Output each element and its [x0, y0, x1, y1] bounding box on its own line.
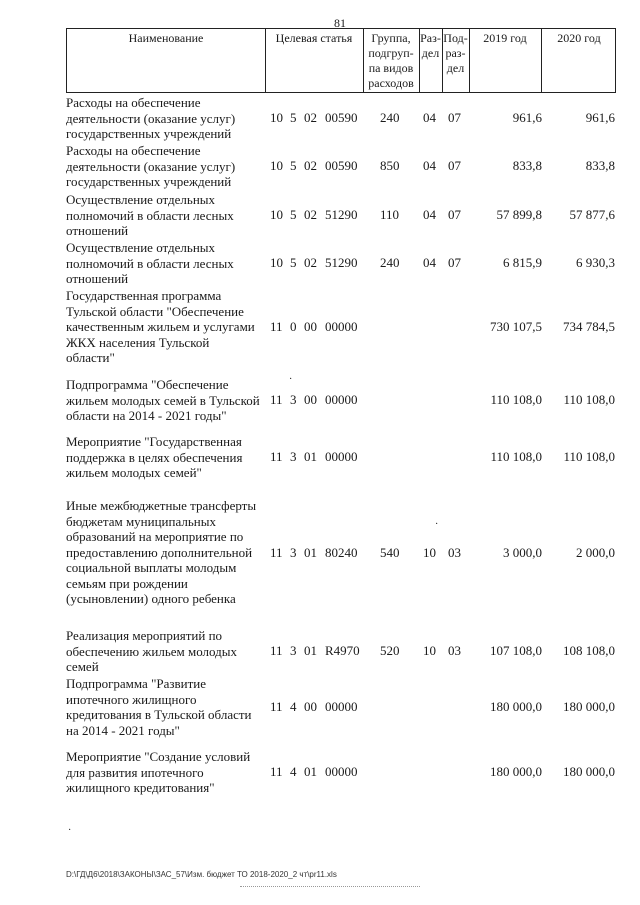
cell-2019: 180 000,0 — [490, 764, 542, 779]
row-name: Осуществление отдельных полномочий в области лесных отношений — [66, 192, 234, 238]
cell-group: 01 — [304, 764, 317, 779]
header-razdel: Раз- дел — [420, 31, 441, 60]
cell-2020: 110 108,0 — [563, 449, 615, 464]
cell-group: 02 — [304, 110, 317, 125]
row-name: Мероприятие "Государственная поддержка в целях обеспечения жильем молодых семей" — [66, 434, 243, 480]
cell-podrazdel: 03 — [448, 545, 461, 560]
cell-program: 11 — [270, 545, 283, 560]
cell-code: 51290 — [325, 207, 358, 222]
cell-program: 10 — [270, 158, 283, 173]
cell-2020: 734 784,5 — [563, 319, 615, 334]
header-2019: 2019 год — [483, 31, 527, 45]
cell-2019: 961,6 — [512, 110, 542, 125]
cell-2020: 180 000,0 — [563, 699, 615, 714]
cell-code: 00000 — [325, 392, 358, 407]
header-2020: 2020 год — [557, 31, 601, 45]
header-name: Наименование — [128, 31, 204, 45]
cell-code: 00000 — [325, 449, 358, 464]
cell-2020: 57 877,6 — [569, 207, 615, 222]
cell-2020: 110 108,0 — [563, 392, 615, 407]
cell-code: 00000 — [325, 764, 358, 779]
cell-program: 11 — [270, 764, 283, 779]
cell-2020: 108 108,0 — [563, 643, 615, 658]
cell-subprogram: 3 — [290, 643, 297, 658]
row-name: Реализация мероприятий по обеспечению жильем молодых семей — [66, 628, 238, 674]
cell-vid: 110 — [380, 207, 400, 222]
cell-code: 00590 — [325, 110, 358, 125]
cell-razdel: 04 — [423, 255, 436, 270]
cell-razdel: 10 — [423, 643, 436, 658]
cell-podrazdel: 03 — [448, 643, 461, 658]
row-name: Государственная программа Тульской области "Обеспечение качественным жильем и услугами ЖКХ населения Тульской области" — [66, 288, 255, 365]
cell-2020: 2 000,0 — [576, 545, 615, 560]
row-name: Иные межбюджетные трансферты бюджетам муниципальных образований на мероприятие по предоставлению дополнительной социальной выплаты молодым семьям при рождении (усыновлении) одного ребенка — [66, 498, 257, 606]
cell-2020: 961,6 — [585, 110, 615, 125]
scan-mark: · — [435, 519, 439, 530]
cell-2020: 833,8 — [585, 158, 615, 173]
cell-2019: 110 108,0 — [490, 392, 542, 407]
cell-program: 10 — [270, 110, 283, 125]
cell-group: 01 — [304, 545, 317, 560]
cell-group: 02 — [304, 207, 317, 222]
cell-group: 00 — [304, 319, 317, 334]
header-podrazdel: Под- раз- дел — [443, 31, 468, 75]
cell-code: 00000 — [325, 699, 358, 714]
cell-group: 02 — [304, 255, 317, 270]
cell-razdel: 10 — [423, 545, 436, 560]
cell-2019: 6 815,9 — [503, 255, 542, 270]
header-group: Группа, подгруп- па видов расходов — [368, 31, 414, 90]
cell-podrazdel: 07 — [448, 158, 461, 173]
cell-razdel: 04 — [423, 207, 436, 222]
cell-2020: 180 000,0 — [563, 764, 615, 779]
scan-mark: · — [289, 374, 293, 385]
cell-2019: 833,8 — [512, 158, 542, 173]
cell-subprogram: 5 — [290, 110, 297, 125]
cell-program: 11 — [270, 643, 283, 658]
cell-2019: 107 108,0 — [490, 643, 542, 658]
cell-subprogram: 5 — [290, 255, 297, 270]
cell-2019: 57 899,8 — [496, 207, 542, 222]
header-target: Целевая статья — [275, 31, 353, 45]
cell-group: 01 — [304, 643, 317, 658]
cell-subprogram: 3 — [290, 392, 297, 407]
cell-2019: 110 108,0 — [490, 449, 542, 464]
cell-program: 11 — [270, 319, 283, 334]
cell-subprogram: 0 — [290, 319, 297, 334]
cell-code: 00000 — [325, 319, 358, 334]
cell-program: 10 — [270, 255, 283, 270]
cell-2019: 730 107,5 — [490, 319, 542, 334]
cell-vid: 540 — [380, 545, 400, 560]
cell-group: 00 — [304, 392, 317, 407]
cell-subprogram: 4 — [290, 699, 297, 714]
scan-mark: · — [68, 825, 72, 836]
cell-razdel: 04 — [423, 158, 436, 173]
row-name: Мероприятие "Создание условий для развития ипотечного жилищного кредитования" — [66, 749, 251, 795]
cell-subprogram: 5 — [290, 207, 297, 222]
row-name: Подпрограмма "Развитие ипотечного жилищного кредитования в Тульской области на 2014 - 2021 годы" — [66, 676, 252, 738]
cell-subprogram: 4 — [290, 764, 297, 779]
row-name: Расходы на обеспечение деятельности (оказание услуг) государственных учреждений — [66, 143, 236, 189]
cell-2019: 180 000,0 — [490, 699, 542, 714]
cell-code: 80240 — [325, 545, 358, 560]
cell-program: 11 — [270, 449, 283, 464]
cell-group: 01 — [304, 449, 317, 464]
footer-file-path: D:\ГД\Д6\2018\ЗАКОНЫ\ЗАС_57\Изм. бюджет ТО 2018-2020_2 чт\pr11.xls — [66, 870, 337, 879]
cell-code: R4970 — [325, 643, 360, 658]
cell-group: 02 — [304, 158, 317, 173]
cell-program: 10 — [270, 207, 283, 222]
row-name: Подпрограмма "Обеспечение жильем молодых семей в Тульской области на 2014 - 2021 годы" — [66, 377, 260, 423]
cell-2019: 3 000,0 — [503, 545, 542, 560]
table-header — [66, 28, 616, 93]
cell-2020: 6 930,3 — [576, 255, 615, 270]
cell-subprogram: 3 — [290, 449, 297, 464]
cell-program: 11 — [270, 699, 283, 714]
cell-vid: 240 — [380, 110, 400, 125]
row-name: Осуществление отдельных полномочий в области лесных отношений — [66, 240, 234, 286]
cell-razdel: 04 — [423, 110, 436, 125]
cell-podrazdel: 07 — [448, 255, 461, 270]
cell-group: 00 — [304, 699, 317, 714]
cell-code: 00590 — [325, 158, 358, 173]
row-name: Расходы на обеспечение деятельности (оказание услуг) государственных учреждений — [66, 95, 236, 141]
cell-subprogram: 5 — [290, 158, 297, 173]
footer-divider — [240, 886, 420, 887]
cell-podrazdel: 07 — [448, 207, 461, 222]
cell-vid: 850 — [380, 158, 400, 173]
cell-podrazdel: 07 — [448, 110, 461, 125]
cell-program: 11 — [270, 392, 283, 407]
cell-code: 51290 — [325, 255, 358, 270]
cell-vid: 240 — [380, 255, 400, 270]
cell-vid: 520 — [380, 643, 400, 658]
page-number: 81 — [334, 16, 346, 30]
cell-subprogram: 3 — [290, 545, 297, 560]
